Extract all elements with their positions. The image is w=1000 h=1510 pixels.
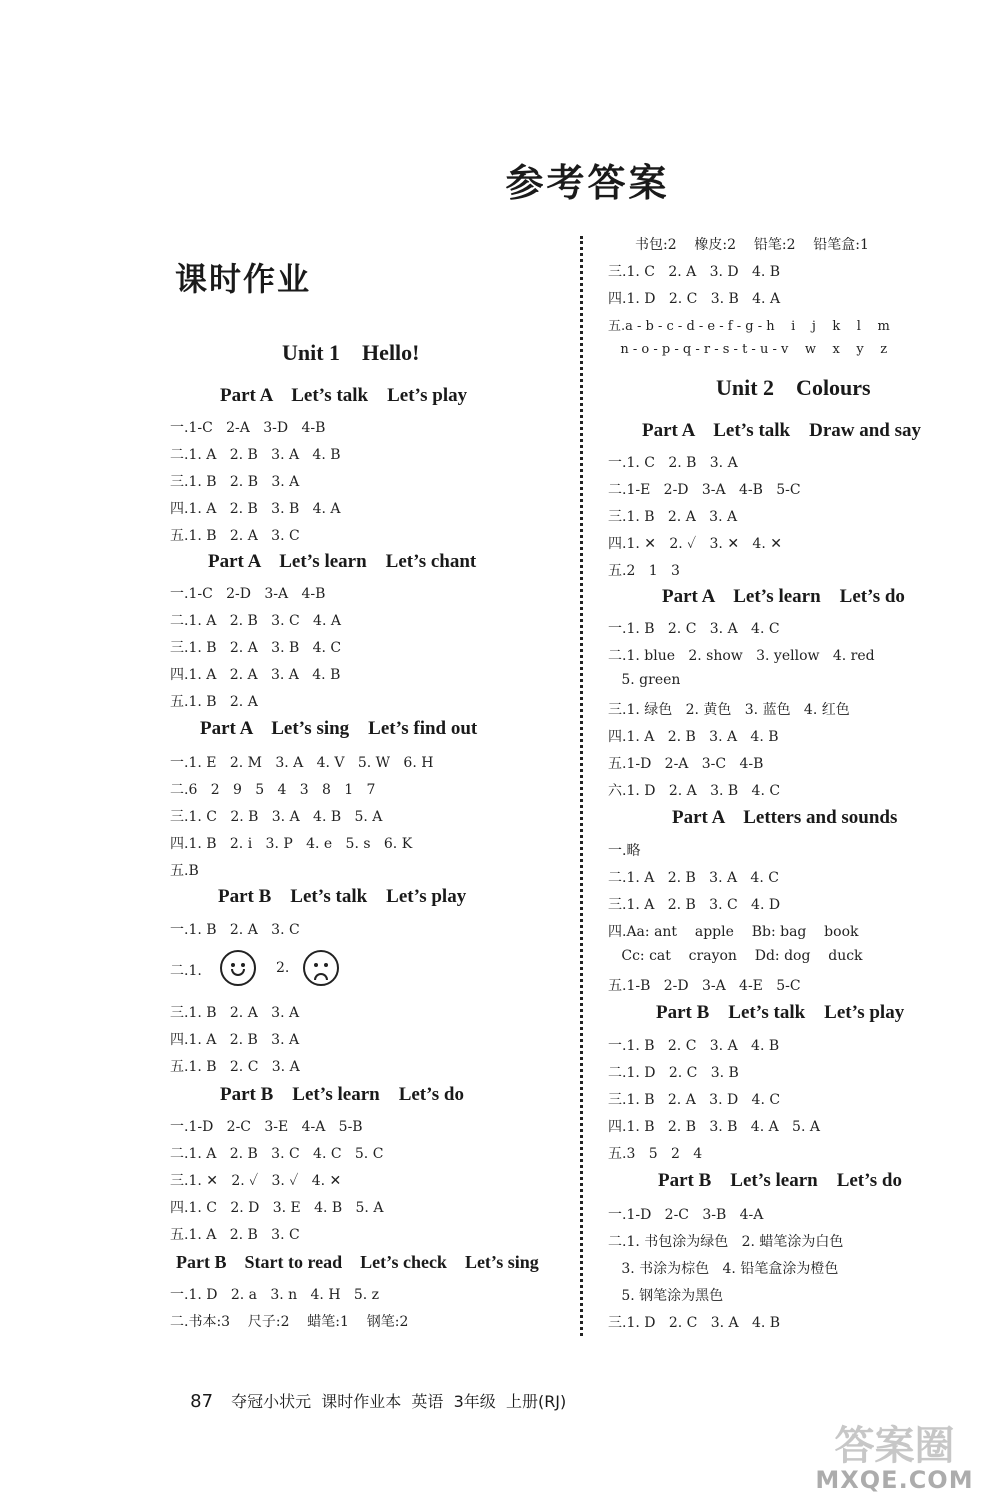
answer-line: 三.1. C 2. B 3. A 4. B 5. A	[170, 809, 383, 825]
answer-line: 5. green	[608, 672, 681, 688]
unit-1-title: Unit 1 Hello!	[282, 340, 420, 365]
answer-line: 书包:2 橡皮:2 铅笔:2 铅笔盒:1	[635, 237, 869, 253]
answer-line: 二.1. A 2. B 3. A 4. B	[170, 447, 341, 463]
answer-line: 五.1. B 2. A 3. C	[170, 528, 300, 544]
answer-line: 三.1. C 2. A 3. D 4. B	[608, 264, 781, 280]
answer-line: 三.1. B 2. A 3. B 4. C	[170, 640, 342, 656]
answer-line: 五.1. B 2. A	[170, 694, 258, 710]
section-title: 课时作业	[175, 260, 312, 298]
answer-line: 四.Aa: ant apple Bb: bag book	[608, 924, 859, 940]
part-heading: Part B Let’s talk Let’s play	[656, 1002, 905, 1023]
answer-line: 四.1. D 2. C 3. B 4. A	[608, 291, 781, 307]
answer-line: 三.1. B 2. A 3. D 4. C	[608, 1092, 781, 1108]
answer-line: 三.1. 绿色 2. 黄色 3. 蓝色 4. 红色	[608, 702, 850, 718]
smiley-sad-icon	[303, 950, 339, 986]
answer-line: 四.1. B 2. B 3. B 4. A 5. A	[608, 1119, 820, 1135]
column-divider	[580, 236, 583, 1336]
part-heading: Part A Let’s learn Let’s chant	[208, 551, 477, 572]
answer-line: 四.1. A 2. B 3. A	[170, 1032, 300, 1048]
answer-line: 一.1. B 2. A 3. C	[170, 922, 300, 938]
part-heading: Part B Let’s learn Let’s do	[220, 1084, 464, 1105]
answer-line: 五.a - b - c - d - e - f - g - h i j k l m	[608, 319, 890, 334]
part-heading: Part A Let’s talk Draw and say	[642, 420, 922, 441]
answer-line: 一.1. D 2. a 3. n 4. H 5. z	[170, 1287, 380, 1303]
answer-line: 三.1. D 2. C 3. A 4. B	[608, 1315, 781, 1331]
page-title: 参考答案	[505, 161, 670, 205]
watermark-logo: 答案圈	[834, 1423, 955, 1469]
footer	[180, 1370, 566, 1412]
answer-line: 一.1-D 2-C 3-E 4-A 5-B	[170, 1119, 363, 1135]
answer-line: 一.1. B 2. C 3. A 4. C	[608, 621, 780, 637]
part-heading: Part A Let’s learn Let’s do	[662, 586, 905, 607]
answer-line: 二.1. 书包涂为绿色 2. 蜡笔涂为白色	[608, 1234, 844, 1250]
part-heading: Part B Let’s learn Let’s do	[658, 1170, 902, 1191]
part-heading: Part A Let’s talk Let’s play	[220, 385, 468, 406]
answer-line: 一.1. B 2. C 3. A 4. B	[608, 1038, 780, 1054]
footer-text: 夺冠小状元 课时作业本 英语 3年级 上册(RJ)	[231, 1392, 567, 1411]
answer-line: 二.书本:3 尺子:2 蜡笔:1 钢笔:2	[170, 1314, 409, 1330]
part-heading: Part B Let’s talk Let’s play	[218, 886, 467, 907]
answer-line: Cc: cat crayon Dd: dog duck	[608, 948, 863, 964]
answer-line: 五.1. A 2. B 3. C	[170, 1227, 300, 1243]
answer-line: 四.1. B 2. i 3. P 4. e 5. s 6. K	[170, 836, 413, 852]
watermark	[807, 1414, 982, 1494]
answer-line: 四.1. A 2. A 3. A 4. B	[170, 667, 341, 683]
answer-line: 一.1. C 2. B 3. A	[608, 455, 738, 471]
answer-line: 二.1-E 2-D 3-A 4-B 5-C	[608, 482, 801, 498]
answer-line: 二.1. D 2. C 3. B	[608, 1065, 739, 1081]
answer-line: 四.1. ✕ 2. ✓ 3. ✕ 4. ✕	[608, 536, 782, 552]
smiley-line-second: 2.	[276, 960, 290, 976]
answer-line: 二.1. A 2. B 3. C 4. C 5. C	[170, 1146, 384, 1162]
answer-line: 3. 书涂为棕色 4. 铅笔盒涂为橙色	[608, 1261, 839, 1277]
answer-line: 三.1. A 2. B 3. C 4. D	[608, 897, 781, 913]
answer-line: 五.1-B 2-D 3-A 4-E 5-C	[608, 978, 801, 994]
answer-line: 四.1. A 2. B 3. B 4. A	[170, 501, 341, 517]
answer-line: 二.1. blue 2. show 3. yellow 4. red	[608, 648, 875, 664]
answer-line: 三.1. B 2. A 3. A	[170, 1005, 300, 1021]
answer-line: 一.略	[608, 843, 641, 859]
answer-line: 四.1. C 2. D 3. E 4. B 5. A	[170, 1200, 384, 1216]
watermark-text: MXQE.COM	[815, 1466, 974, 1494]
answer-line: 一.1-C 2-A 3-D 4-B	[170, 420, 326, 436]
answer-line: 一.1. E 2. M 3. A 4. V 5. W 6. H	[170, 755, 434, 771]
part-heading: Part B Start to read Let’s check Let’s sing	[176, 1252, 539, 1272]
answer-line: 五.3 5 2 4	[608, 1146, 703, 1162]
answer-line: 二.6 2 9 5 4 3 8 1 7	[170, 782, 376, 798]
smiley-happy-icon	[220, 950, 256, 986]
answer-line: 五.1. B 2. C 3. A	[170, 1059, 300, 1075]
answer-line: 六.1. D 2. A 3. B 4. C	[608, 783, 781, 799]
part-heading: Part A Let’s sing Let’s find out	[200, 718, 478, 739]
smiley-line-prefix: 二.1.	[170, 963, 202, 979]
answer-line: 五.1-D 2-A 3-C 4-B	[608, 756, 764, 772]
answer-line: 一.1-D 2-C 3-B 4-A	[608, 1207, 764, 1223]
answer-line: 四.1. A 2. B 3. A 4. B	[608, 729, 779, 745]
answer-line: 五.2 1 3	[608, 563, 680, 579]
answer-line: 三.1. B 2. B 3. A	[170, 474, 300, 490]
answer-line: 5. 钢笔涂为黑色	[608, 1288, 724, 1304]
answer-line: 三.1. ✕ 2. ✓ 3. ✓ 4. ✕	[170, 1173, 342, 1189]
answer-line: 三.1. B 2. A 3. A	[608, 509, 738, 525]
answer-line: 二.1. A 2. B 3. A 4. C	[608, 870, 779, 886]
part-heading: Part A Letters and sounds	[672, 807, 898, 828]
unit-2-title: Unit 2 Colours	[716, 375, 871, 400]
answer-line: n - o - p - q - r - s - t - u - v w x y z	[608, 342, 888, 357]
page-number: 87	[190, 1391, 214, 1412]
answer-line: 一.1-C 2-D 3-A 4-B	[170, 586, 326, 602]
answer-line: 五.B	[170, 863, 199, 879]
answer-line: 二.1. A 2. B 3. C 4. A	[170, 613, 341, 629]
